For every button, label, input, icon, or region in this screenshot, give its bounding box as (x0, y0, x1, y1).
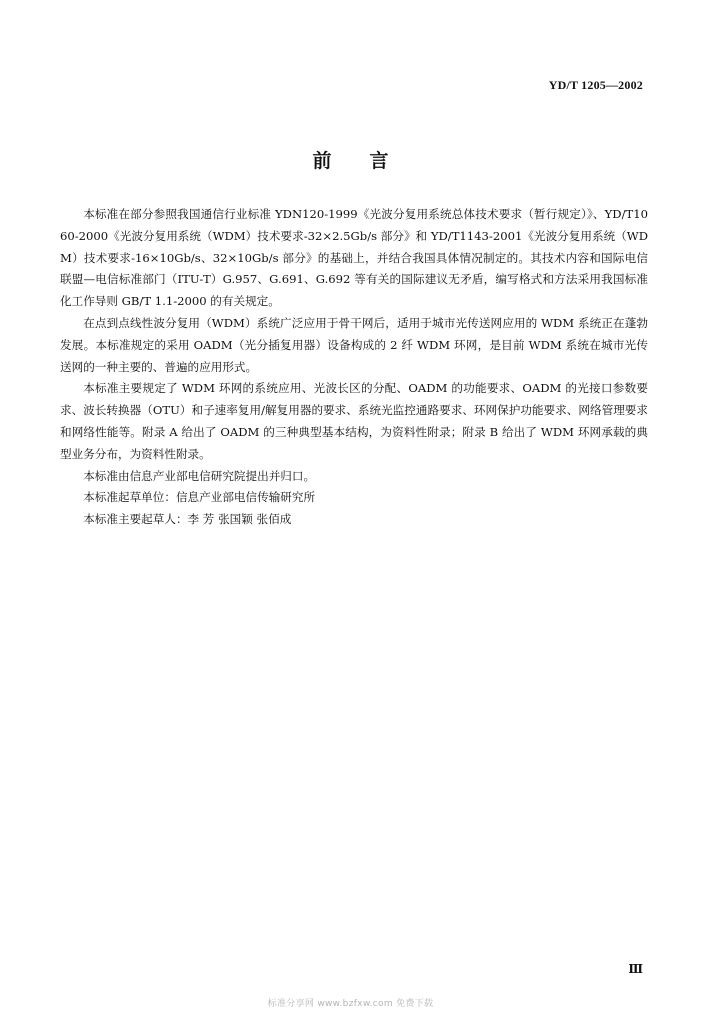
line-drafters: 本标准主要起草人：李 芳 张国颖 张佰成 (83, 512, 292, 527)
line-proposer: 本标准由信息产业部电信研究院提出并归口。 (83, 468, 316, 483)
paragraph-reference-standards: 本标准在部分参照我国通信行业标准 YDN120-1999《光波分复用系统总体技术要求（暂行规定）》、YD/T1060-2000《光波分复用系统（WDM）技术要求-32×2.5Gb/s 部分》和 YD/T1143-2001《光波分复用系统（WDM）技术要求-16×10Gb/s、32×10Gb/s 部分》的基础上，并结合我国具体情况制定的。其技术内容和国际电信联盟—电信标准部门（ITU-T）G.957、G.691、G.692 等有关的国际建议无矛盾，编写格式和方法采用我国标准化工作导则 GB/T 1.1-2000 的有关规定。 (60, 207, 648, 309)
foreword-body (60, 204, 648, 531)
paragraph-scope-summary: 本标准主要规定了 WDM 环网的系统应用、光波长区的分配、OADM 的功能要求、OADM 的光接口参数要求、波长转换器（OTU）和子速率复用/解复用器的要求、系统光监控通路要求、环网保护功能要求、网络管理要求和网络性能等。附录 A 给出了 OADM 的三种典型基本结构，为资料性附录；附录 B 给出了 WDM 环网承载的典型业务分布，为资料性附录。 (60, 381, 648, 461)
page-title: 前言 (312, 150, 427, 172)
line-drafting-unit: 本标准起草单位：信息产业部电信传输研究所 (83, 490, 316, 505)
page-number: Ⅲ (628, 962, 643, 976)
watermark: 标准分享网 www.bzfxw.com 免费下载 (267, 999, 434, 1009)
paragraph-wdm-background: 在点到点线性波分复用（WDM）系统广泛应用于骨干网后，适用于城市光传送网应用的 WDM 系统正在蓬勃发展。本标准规定的采用 OADM（光分插复用器）设备构成的 2 纤 WDM 环网，是目前 WDM 系统在城市光传送网的一种主要的、普遍的应用形式。 (60, 315, 648, 374)
standard-number: YD/T 1205—2002 (548, 78, 643, 92)
